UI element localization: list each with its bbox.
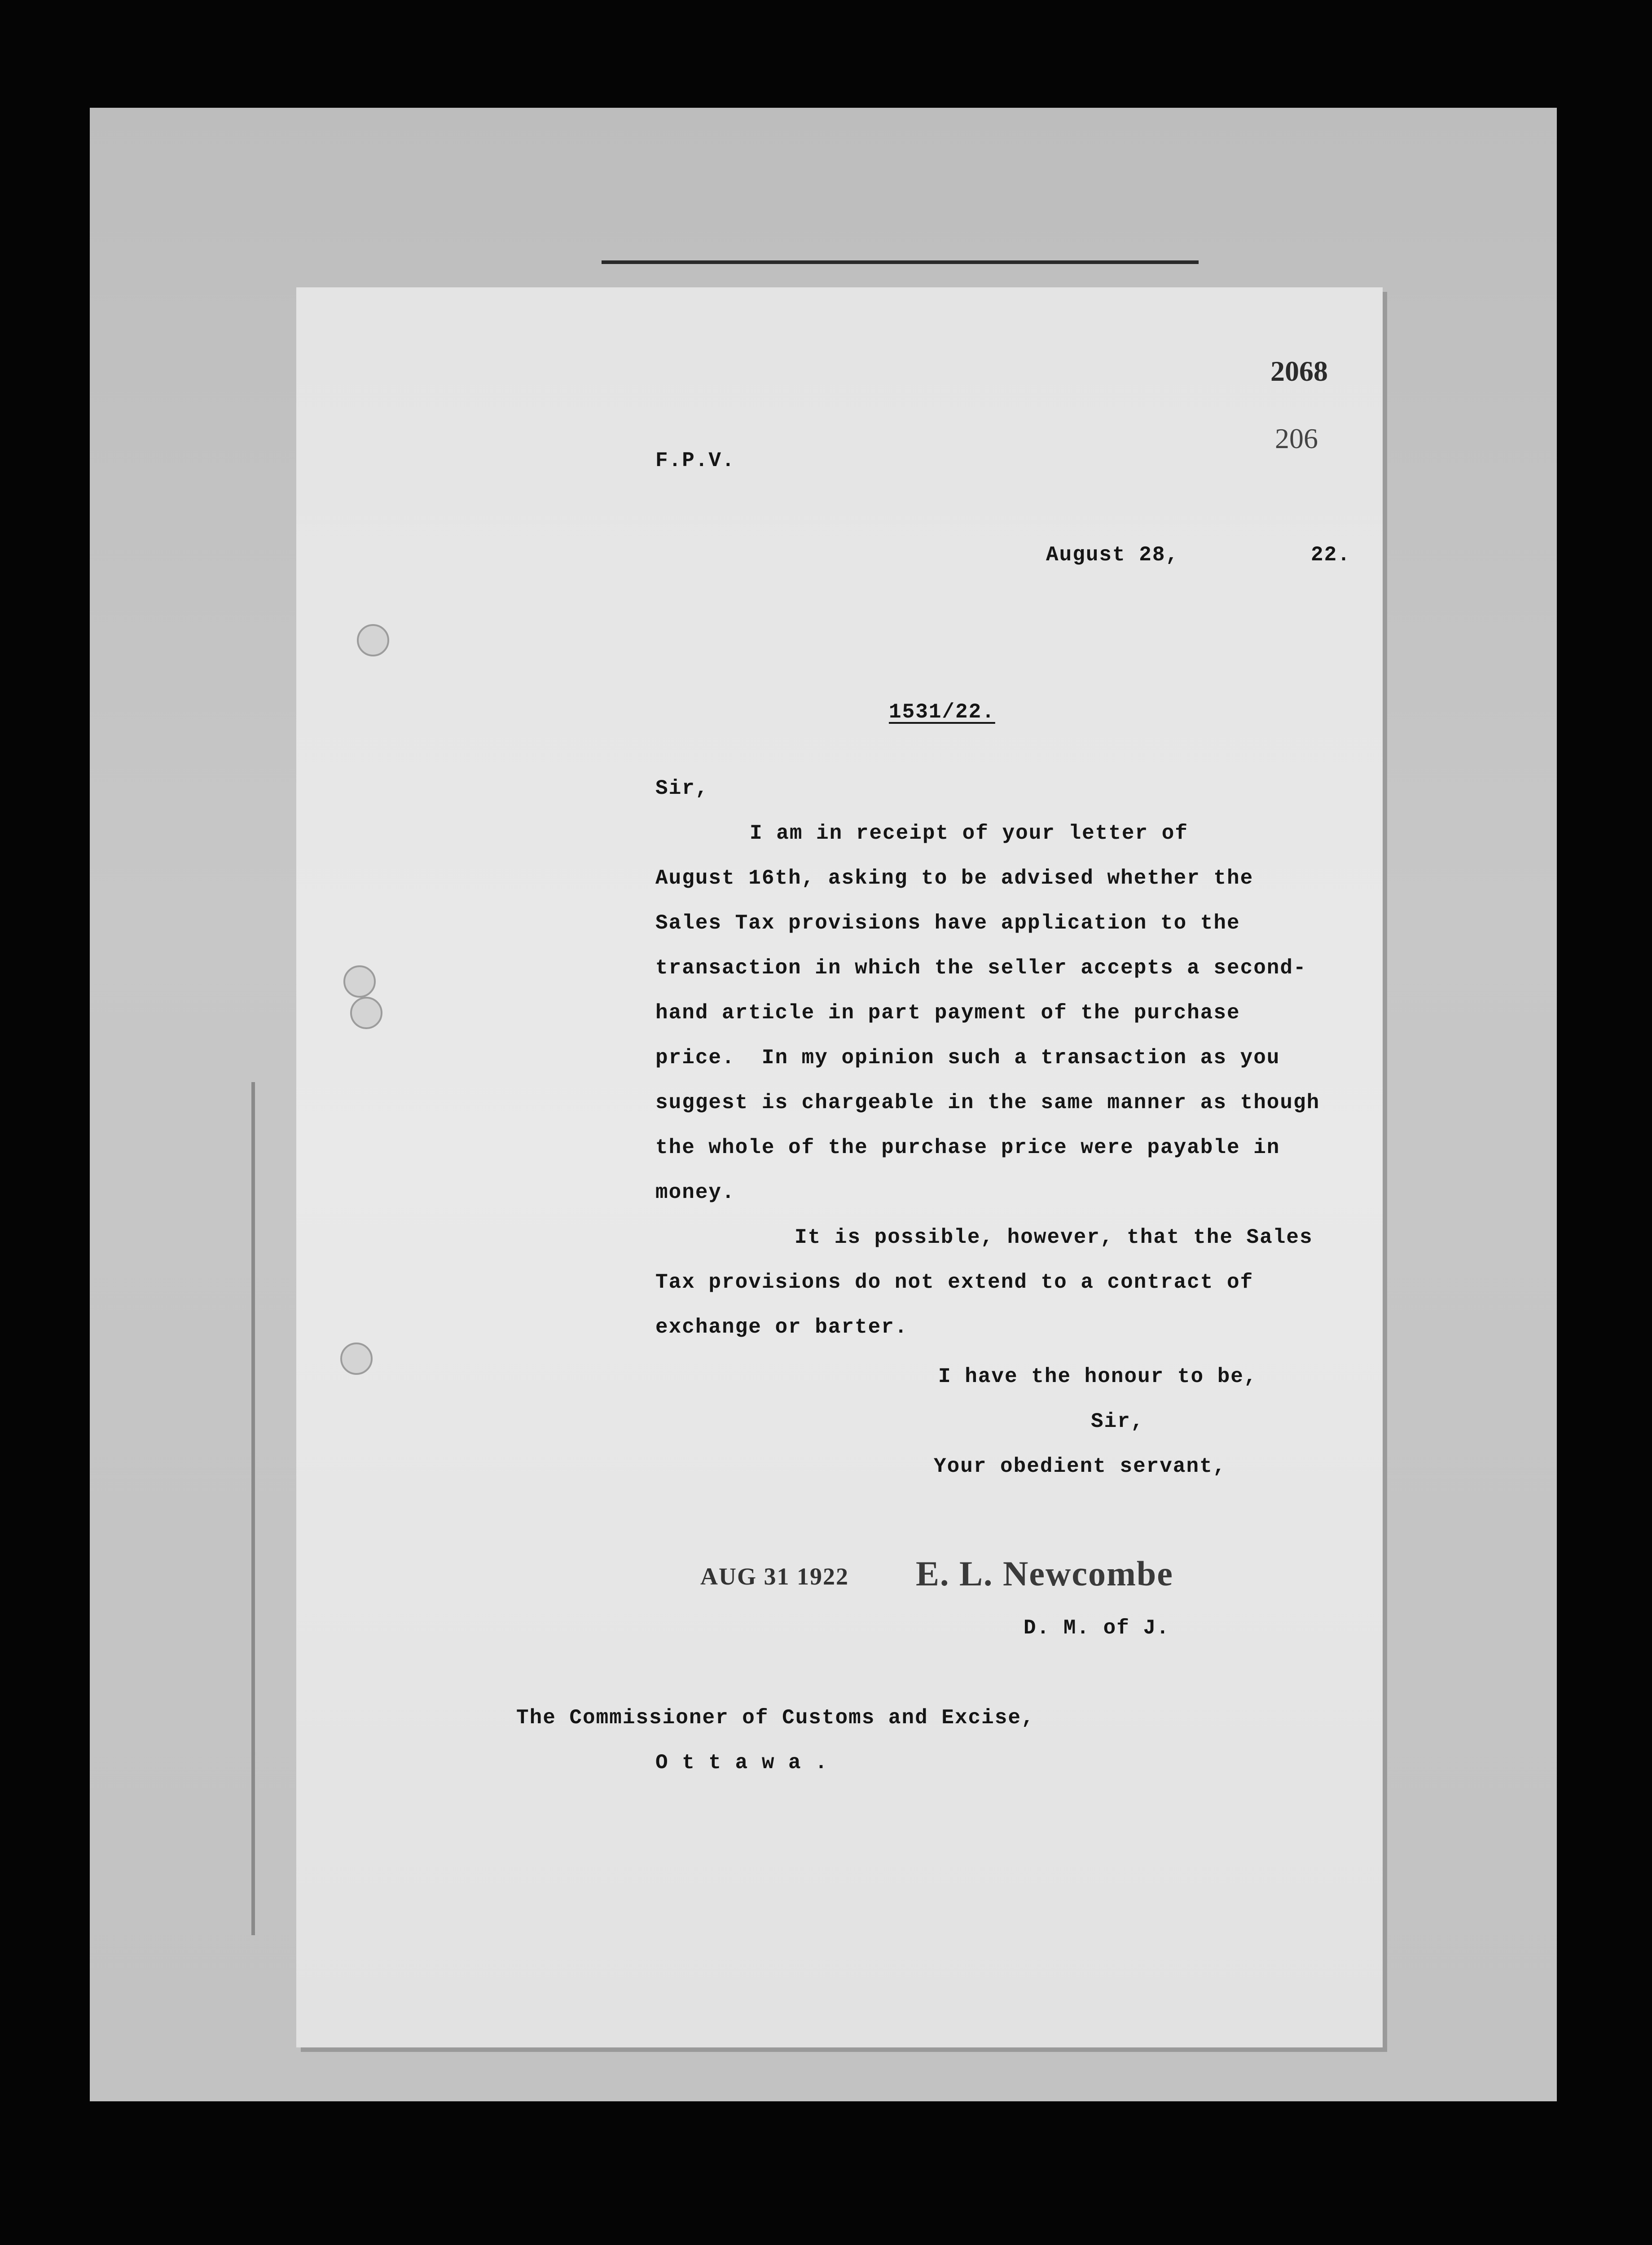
punch-hole — [340, 1343, 373, 1375]
salutation: Sir, — [655, 777, 709, 800]
body-line: price. In my opinion such a transaction as you — [655, 1046, 1280, 1070]
closing-line: I have the honour to be, — [938, 1365, 1257, 1388]
punch-hole — [357, 624, 389, 656]
addressee: The Commissioner of Customs and Excise, — [516, 1706, 1035, 1730]
body-line: hand article in part payment of the purchase — [655, 1001, 1240, 1025]
body-line: suggest is chargeable in the same manner as though — [655, 1091, 1320, 1114]
body-line: August 16th, asking to be advised whether the — [655, 867, 1254, 890]
body-line: the whole of the purchase price were payable in — [655, 1136, 1280, 1159]
body-line: exchange or barter. — [655, 1316, 908, 1339]
closing-line: Your obedient servant, — [934, 1455, 1226, 1478]
signature-stamp: E. L. Newcombe — [916, 1554, 1173, 1593]
signature-title: D. M. of J. — [1024, 1616, 1170, 1640]
file-number: 1531/22. — [889, 700, 995, 724]
body-line: Tax provisions do not extend to a contract of — [655, 1271, 1254, 1294]
body-line: I am in receipt of your letter of — [750, 822, 1188, 845]
letter-page — [296, 287, 1383, 2047]
punch-hole — [350, 997, 382, 1029]
sheet-edge-line — [251, 1082, 255, 1935]
reference-initials: F.P.V. — [655, 449, 735, 472]
body-line: transaction in which the seller accepts a second- — [655, 956, 1307, 980]
page-stamp-number: 2068 — [1270, 355, 1328, 387]
letter-date: August 28, — [1046, 543, 1179, 567]
page-stamp-number-2: 206 — [1275, 423, 1318, 454]
closing-line: Sir, — [1091, 1410, 1144, 1433]
body-line: money. — [655, 1181, 735, 1204]
punch-hole — [343, 965, 376, 998]
addressee-city: O t t a w a . — [655, 1751, 828, 1774]
body-line: It is possible, however, that the Sales — [795, 1226, 1313, 1249]
received-date-stamp: AUG 31 1922 — [700, 1563, 849, 1590]
top-rule — [602, 260, 1199, 264]
letter-year: 22. — [1311, 543, 1351, 567]
body-line: Sales Tax provisions have application to the — [655, 911, 1240, 935]
